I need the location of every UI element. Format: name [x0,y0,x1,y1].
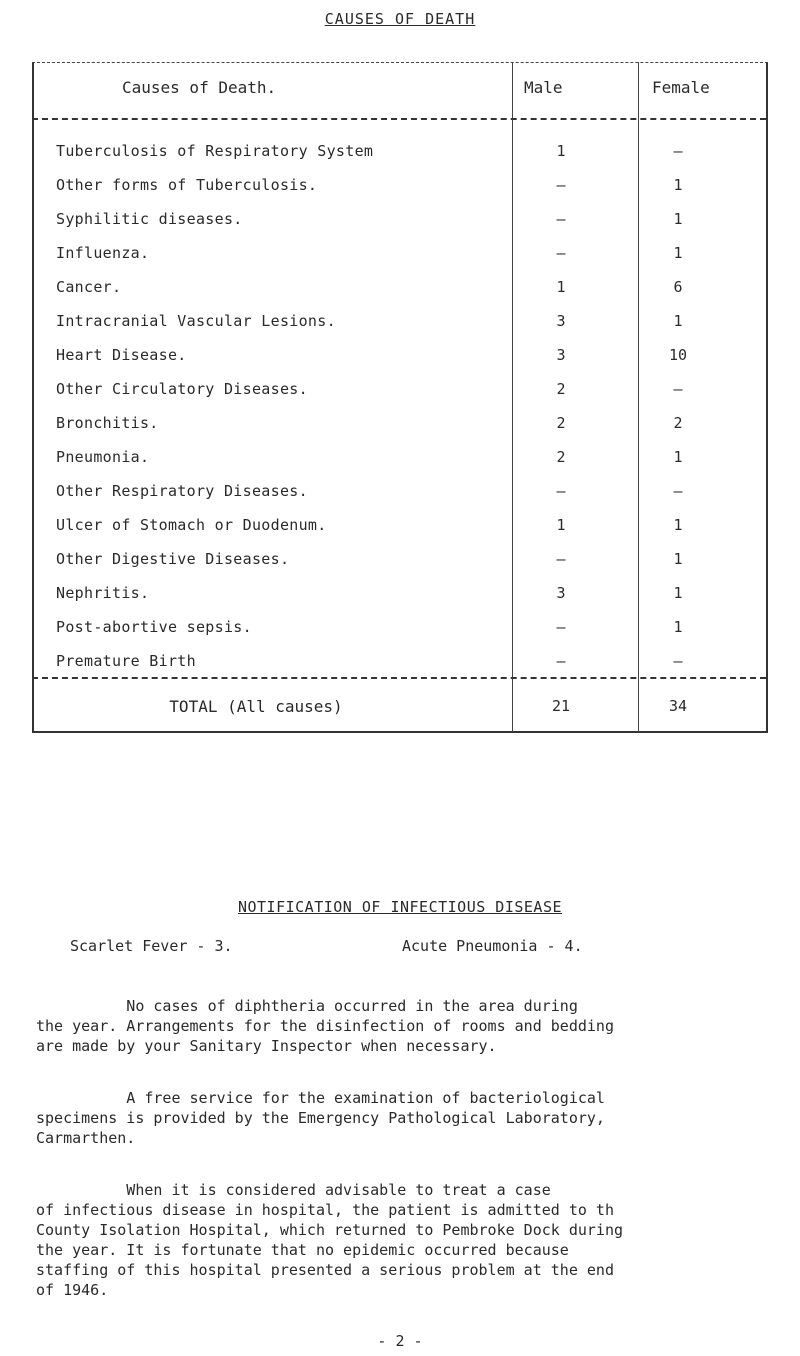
female-count: 1 [673,448,683,466]
paragraph-isolation-hospital: When it is considered advisable to treat a case of infectious disease in hospital, the patient is admitted to th County Isolation Hospital, which returned to Pembroke Dock during the year. It is fortunate that no epidemic occurred because staffing of this hospital presented a serious problem at the end of 1946. [36,1181,623,1299]
header-male: Male [524,78,563,97]
paragraph-laboratory: A free service for the examination of bacteriological specimens is provided by the Emergency Pathological Laboratory, Carmarthen. [36,1089,605,1147]
male-count: 1 [556,278,566,296]
total-label: TOTAL (All causes) [169,697,343,716]
female-count: 1 [673,210,683,228]
female-count: 2 [673,414,683,432]
male-count: 3 [556,584,566,602]
cause-label: Cancer. [56,278,122,296]
cause-label: Intracranial Vascular Lesions. [56,312,336,330]
cause-label: Post-abortive sepsis. [56,618,252,636]
cause-label: Other Circulatory Diseases. [56,380,308,398]
cause-label: Other forms of Tuberculosis. [56,176,318,194]
female-count: 10 [668,346,688,364]
male-count: – [556,652,566,670]
cause-label: Influenza. [56,244,150,262]
cause-label: Bronchitis. [56,414,159,432]
male-count: – [556,244,566,262]
male-count: – [556,210,566,228]
male-count: – [556,176,566,194]
female-count: 1 [673,312,683,330]
male-count: – [556,550,566,568]
paragraph-diphtheria: No cases of diphtheria occurred in the area during the year. Arrangements for the disinfection of rooms and bedding are made by your Sanitary Inspector when necessary. [36,997,614,1055]
female-count: 1 [673,176,683,194]
cause-label: Nephritis. [56,584,150,602]
page-title: CAUSES OF DEATH [324,10,476,28]
header-cause: Causes of Death. [122,78,277,97]
cause-label: Ulcer of Stomach or Duodenum. [56,516,327,534]
male-count: – [556,618,566,636]
male-count: 2 [556,414,566,432]
male-count: 1 [556,142,566,160]
cause-label: Tuberculosis of Respiratory System [56,142,374,160]
header-female: Female [652,78,710,97]
female-count: – [673,142,683,160]
female-count: 1 [673,516,683,534]
male-count: 3 [556,312,566,330]
cause-label: Other Digestive Diseases. [56,550,290,568]
male-count: 1 [556,516,566,534]
notification-title: NOTIFICATION OF INFECTIOUS DISEASE [237,898,563,916]
cause-label: Premature Birth [56,652,196,670]
male-count: – [556,482,566,500]
female-count: – [673,652,683,670]
female-count: 1 [673,618,683,636]
female-count: – [673,482,683,500]
total-female: 34 [668,697,688,715]
male-count: 2 [556,380,566,398]
female-count: – [673,380,683,398]
acute-pneumonia-count: Acute Pneumonia - 4. [402,937,583,955]
female-count: 1 [673,244,683,262]
female-count: 1 [673,584,683,602]
total-divider [32,677,766,679]
cause-label: Syphilitic diseases. [56,210,243,228]
male-count: 2 [556,448,566,466]
cause-label: Heart Disease. [56,346,187,364]
header-divider [32,118,766,120]
cause-label: Other Respiratory Diseases. [56,482,308,500]
total-male: 21 [551,697,571,715]
female-count: 1 [673,550,683,568]
cause-label: Pneumonia. [56,448,150,466]
page-number: - 2 - [377,1332,423,1350]
male-count: 3 [556,346,566,364]
scarlet-fever-count: Scarlet Fever - 3. [70,937,233,955]
female-count: 6 [673,278,683,296]
column-divider-male [512,62,513,732]
column-divider-female [638,62,639,732]
